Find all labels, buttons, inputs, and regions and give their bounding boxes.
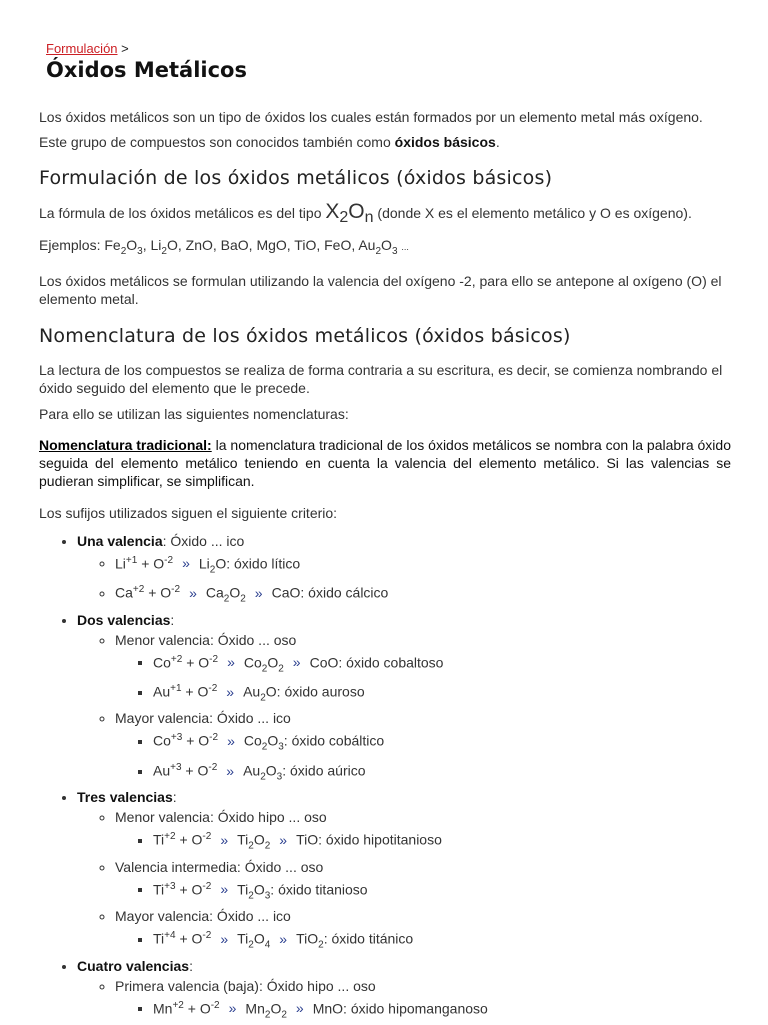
list-item: ▪ $Co^{+2} + O^{-2}$ » $Co_2O_2$ » CoO: óxido cobaltoso [153, 650, 731, 679]
list-item-una-valencia: • Una valencia: Óxido ... ico ◦ $Li^{+1} + O^{-2}$ » $Li_2O$: óxido lítico ◦ $Ca^{+2} + O^{-2}$ » $Ca_2O_2$ » CaO: óxido cálcico [77, 531, 731, 610]
nomenclature-paragraph-1: La lectura de los compuestos se realiza de forma contraria a su escritura, es decir, se comienza nombrando el óxido seguido del elemento que le precede. [39, 361, 723, 396]
list-item: ▪ $Ti^{+3} + O^{-2}$ » $Ti_2O_3$: óxido titanioso [153, 877, 731, 906]
list-item-tres-valencias: • Tres valencias: ◦ Menor valencia: Óxido hipo ... oso ▪ $Ti^{+2} + O^{-2}$ » $Ti_2O_2$ » TiO: óxido hipotitanioso ◦ Valencia intermedia: Óxido ... oso ▪ $Ti^{+3} + O^{-2}$ » $Ti_2O_3$: óxido titanioso ◦ Mayor valencia: Óxido ... ico ▪ $Ti^{+4} + O^{-2}$ » $Ti_2O_4$ » TiO$_2$: óxido titánico [77, 787, 731, 955]
list-item: ◦ Mayor valencia: Óxido ... ico ▪ $Ti^{+4} + O^{-2}$ » $Ti_2O_4$ » TiO$_2$: óxido titánico [115, 906, 731, 955]
breadcrumb-separator: > [121, 41, 129, 56]
intro-paragraph-2: Este grupo de compuestos son conocidos también como óxidos básicos. [39, 134, 500, 150]
list-item: ◦ Valencia intermedia: Óxido ... oso ▪ $Ti^{+3} + O^{-2}$ » $Ti_2O_3$: óxido titanioso [115, 857, 731, 906]
list-item: ◦ $Li^{+1} + O^{-2}$ » $Li_2O$: óxido lítico [115, 551, 731, 580]
formula-paragraph: La fórmula de los óxidos metálicos es del tipo $X_2O_n$ (donde X es el elemento metálico y O es oxígeno). [39, 200, 692, 226]
list-item: ▪ $Ti^{+4} + O^{-2}$ » $Ti_2O_4$ » TiO$_2$: óxido titánico [153, 926, 731, 955]
list-item: ▪ $Au^{+3} + O^{-2}$ » $Au_2O_3$: óxido aúrico [153, 758, 731, 787]
list-item: ◦ $Ca^{+2} + O^{-2}$ » $Ca_2O_2$ » CaO: óxido cálcico [115, 580, 731, 609]
list-item-cuatro-valencias: • Cuatro valencias: ◦ Primera valencia (baja): Óxido hipo ... oso ▪ $Mn^{+2} + O^{-2}$ » $Mn_2O_2$ » MnO: óxido hipomanganoso [77, 956, 731, 1025]
nomenclature-paragraph-2: Para ello se utilizan las siguientes nomenclaturas: [39, 405, 349, 422]
list-item-dos-valencias: • Dos valencias: ◦ Menor valencia: Óxido ... oso ▪ $Co^{+2} + O^{-2}$ » $Co_2O_2$ » CoO: óxido cobaltoso ▪ $Au^{+1} + O^{-2}$ » $Au_2O$: óxido auroso ◦ Mayor valencia: Óxido ... ico ▪ $Co^{+3} + O^{-2}$ » $Co_2O_3$: óxido cobáltico ▪ $Au^{+3} + O^{-2}$ » $Au_2O_3$: óxido aúrico [77, 610, 731, 788]
traditional-nomenclature-paragraph: Nomenclatura tradicional: la nomenclatura tradicional de los óxidos metálicos se nombra con la palabra óxido seguida del elemento metálico teniendo en cuenta la valencia del elemento metálico. Si las valencias se pudieran simplificar, se simplifican. [39, 436, 731, 489]
breadcrumb-link-formulacion[interactable]: Formulación [46, 41, 118, 56]
examples-paragraph: Ejemplos: $Fe_2O_3$, $Li_2O$, ZnO, BaO, MgO, TiO, FeO, $Au_2O_3$ ... [39, 236, 409, 257]
list-item: ▪ $Au^{+1} + O^{-2}$ » $Au_2O$: óxido auroso [153, 679, 731, 708]
list-item: ▪ $Co^{+3} + O^{-2}$ » $Co_2O_3$: óxido cobáltico [153, 728, 731, 757]
list-item: ▪ $Mn^{+2} + O^{-2}$ » $Mn_2O_2$ » MnO: óxido hipomanganoso [153, 996, 731, 1025]
valences-list [39, 531, 731, 1025]
list-item: ◦ Primera valencia (baja): Óxido hipo ... oso ▪ $Mn^{+2} + O^{-2}$ » $Mn_2O_2$ » MnO: óxido hipomanganoso [115, 976, 731, 1025]
list-item: ◦ Mayor valencia: Óxido ... ico ▪ $Co^{+3} + O^{-2}$ » $Co_2O_3$: óxido cobáltico ▪ $Au^{+3} + O^{-2}$ » $Au_2O_3$: óxido aúrico [115, 708, 731, 787]
valence-paragraph: Los óxidos metálicos se formulan utilizando la valencia del oxígeno -2, para ello se antepone al oxígeno (O) el elemento metal. [39, 272, 722, 307]
list-item: ▪ $Ti^{+2} + O^{-2}$ » $Ti_2O_2$ » TiO: óxido hipotitanioso [153, 827, 731, 856]
intro-paragraph-1: Los óxidos metálicos son un tipo de óxidos los cuales están formados por un elemento metal más oxígeno. [39, 109, 703, 125]
list-item: ◦ Menor valencia: Óxido hipo ... oso ▪ $Ti^{+2} + O^{-2}$ » $Ti_2O_2$ » TiO: óxido hipotitanioso [115, 807, 731, 856]
section-heading-formulacion: Formulación de los óxidos metálicos (óxidos básicos) [39, 167, 553, 189]
article-content [39, 106, 731, 1025]
list-item: ◦ Menor valencia: Óxido ... oso ▪ $Co^{+2} + O^{-2}$ » $Co_2O_2$ » CoO: óxido cobaltoso ▪ $Au^{+1} + O^{-2}$ » $Au_2O$: óxido auroso [115, 630, 731, 709]
breadcrumb [46, 41, 129, 56]
section-heading-nomenclatura: Nomenclatura de los óxidos metálicos (óxidos básicos) [39, 324, 571, 347]
page-title: Óxidos Metálicos [46, 58, 247, 82]
suffixes-paragraph: Los sufijos utilizados siguen el siguiente criterio: [39, 504, 338, 521]
